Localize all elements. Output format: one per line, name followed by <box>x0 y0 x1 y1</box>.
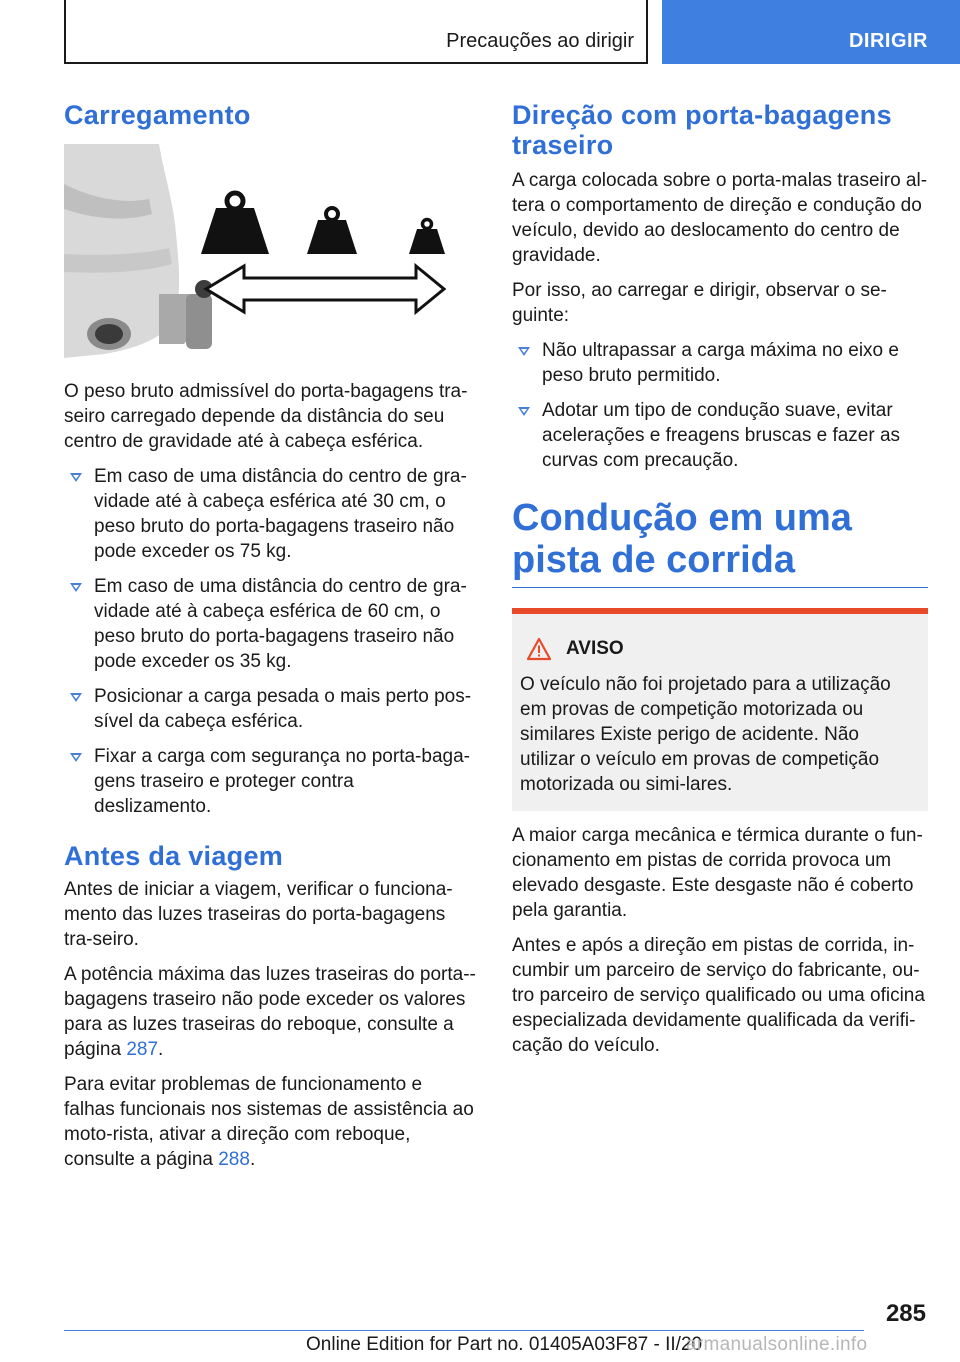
carregamento-list <box>64 464 476 819</box>
bullet-triangle-icon <box>70 473 82 482</box>
chapter-divider <box>512 587 928 588</box>
bullet-triangle-icon <box>518 347 530 356</box>
direcao-paragraph-1: A carga colocada sobre o porta-malas traseiro al-tera o comportamento de direção e condução do veículo, devido ao deslocamento do centro de gravidade. <box>512 170 928 266</box>
load-distance-illustration <box>64 144 476 358</box>
warning-box <box>512 608 928 811</box>
conducao-paragraph-2: Antes e após a direção em pistas de corrida, in-cumbir um parceiro de serviço do fabricante, ou-tro parceiro de serviço qualificado ou uma oficina especializada devidamente qualificada da verifi-cação do veículo. <box>512 935 925 1056</box>
list-item: Não ultrapassar a carga máxima no eixo e peso bruto permitido. <box>512 338 928 388</box>
page-number: 285 <box>885 1300 926 1327</box>
list-item: Em caso de uma distância do centro de gra-vidade até à cabeça esférica até 30 cm, o peso bruto do porta-bagagens traseiro não pode exceder os 75 kg. <box>64 464 476 564</box>
header-chapter-tab[interactable] <box>662 0 960 64</box>
heading-antes-da-viagem: Antes da viagem <box>64 841 284 871</box>
bullet-triangle-icon <box>70 693 82 702</box>
page-link-288[interactable]: 288 <box>218 1149 250 1170</box>
warning-triangle-icon <box>526 637 552 661</box>
warning-title: AVISO <box>566 638 624 659</box>
heading-carregamento: Carregamento <box>64 100 251 130</box>
carregamento-intro: O peso bruto admissível do porta-bagagens tra-seiro carregado depende da distância do seu centro de gravidade até à cabeça esférica. <box>64 381 468 452</box>
heading-direcao-porta-bagagens: Direção com porta-bagagens traseiro <box>512 100 892 160</box>
header-chapter-label: DIRIGIR <box>848 30 928 52</box>
antes-paragraph-2: A potência máxima das luzes traseiras do porta--bagagens traseiro não pode exceder os valores para as luzes traseiras do reboque, consulte a página 287. <box>64 964 476 1060</box>
antes-paragraph-1: Antes de iniciar a viagem, verificar o funciona-mento das luzes traseiras do porta-bagagens tra-seiro. <box>64 879 453 950</box>
footer-watermark: armanualsonline.info <box>686 1334 868 1355</box>
direcao-paragraph-2: Por isso, ao carregar e dirigir, observar o se-guinte: <box>512 280 887 326</box>
footer-divider <box>64 1330 864 1331</box>
list-item: Posicionar a carga pesada o mais perto pos-sível da cabeça esférica. <box>64 684 476 734</box>
bullet-triangle-icon <box>518 407 530 416</box>
list-item: Adotar um tipo de condução suave, evitar acelerações e freagens bruscas e fazer as curvas com precaução. <box>512 398 928 473</box>
chapter-heading-pista-de-corrida: Condução em uma pista de corrida <box>512 497 852 581</box>
bullet-triangle-icon <box>70 753 82 762</box>
warning-text: O veículo não foi projetado para a utilização em provas de competição motorizada ou similares Existe perigo de acidente. Não utilizar o veículo em provas de competição motorizada ou simi-lares. <box>520 674 891 795</box>
footer-edition: Online Edition for Part no. 01405A03F87 - II/20 <box>306 1334 703 1355</box>
list-item: Fixar a carga com segurança no porta-baga-gens traseiro e proteger contra deslizamento. <box>64 744 476 819</box>
conducao-paragraph-1: A maior carga mecânica e térmica durante o fun-cionamento em pistas de corrida provoca um elevado desgaste. Este desgaste não é coberto pela garantia. <box>512 825 923 921</box>
warning-header <box>520 636 916 662</box>
left-column <box>64 100 476 1182</box>
direcao-list <box>512 338 928 473</box>
header-section-box <box>64 0 648 64</box>
list-item: Em caso de uma distância do centro de gra-vidade até à cabeça esférica de 60 cm, o peso bruto do porta-bagagens traseiro não pode exceder os 35 kg. <box>64 574 476 674</box>
header-section-title: Precauções ao dirigir <box>446 30 634 52</box>
page-link-287[interactable]: 287 <box>126 1039 159 1060</box>
bullet-triangle-icon <box>70 583 82 592</box>
right-column <box>512 100 928 1068</box>
antes-paragraph-3: Para evitar problemas de funcionamento e falhas funcionais nos sistemas de assistência ao moto-rista, ativar a direção com reboque, consulte a página 288. <box>64 1074 474 1170</box>
